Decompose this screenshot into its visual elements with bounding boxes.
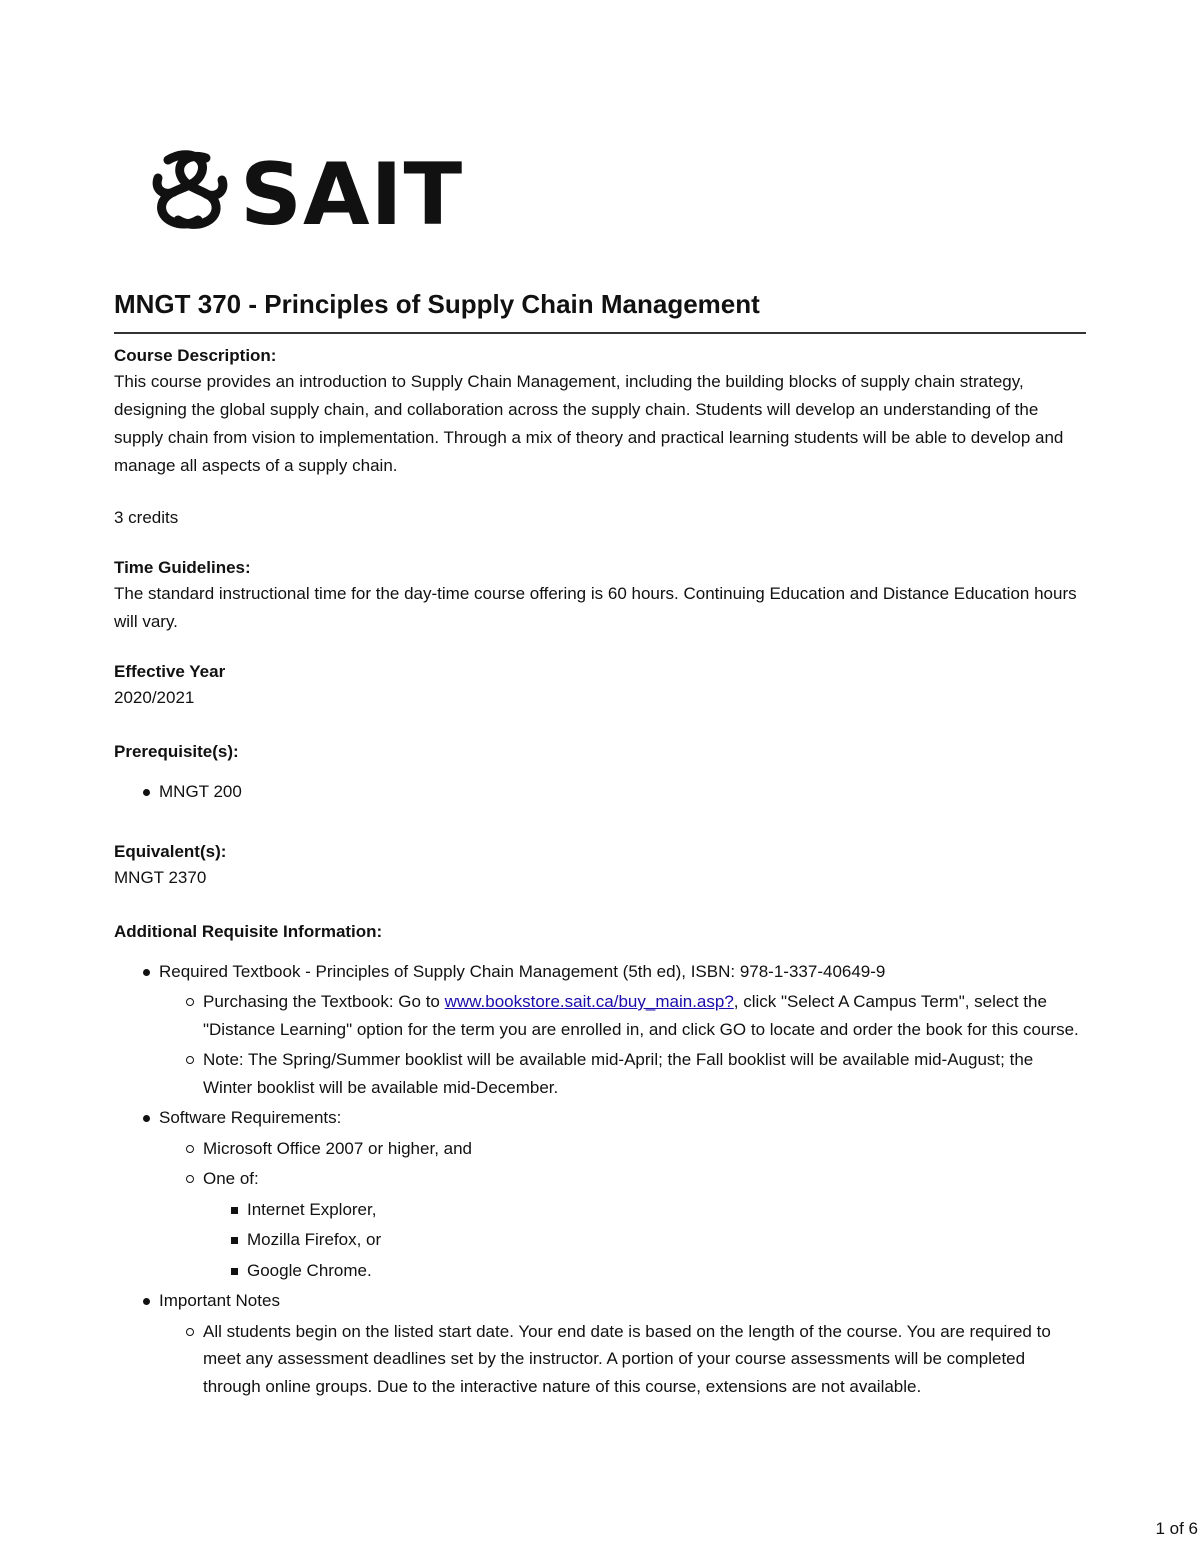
sait-knot-icon (148, 150, 232, 230)
important-text: Important Notes (159, 1291, 280, 1310)
list-item-note: Note: The Spring/Summer booklist will be available mid-April; the Fall booklist will be available mid-August; the Winter booklist will be available mid-December. (203, 1046, 1086, 1101)
list-item-browser: Google Chrome. (247, 1257, 1086, 1285)
time-label: Time Guidelines: (114, 558, 251, 577)
year-value: 2020/2021 (114, 688, 195, 707)
additional-list (114, 958, 1086, 1401)
list-item-important-detail: All students begin on the listed start date. Your end date is based on the length of the course. You are required to meet any assessment deadlines set by the instructor. A portion of your course assessments will be completed through online groups. Due to the interactive nature of this course, extensions are not available. (203, 1318, 1086, 1401)
software-sublist (159, 1135, 1086, 1285)
description-text: This course provides an introduction to Supply Chain Management, including the building blocks of supply chain strategy, designing the global supply chain, and collaboration across the supply chain. Students will develop an understanding of the supply chain from vision to implementation. Through a mix of theory and practical learning students will be able to develop and manage all aspects of a supply chain. (114, 372, 1064, 475)
list-item-important (159, 1287, 1086, 1400)
sait-logo (148, 145, 464, 245)
prereq-label: Prerequisite(s): (114, 742, 239, 761)
list-item-one-of (203, 1165, 1086, 1284)
description-label: Course Description: (114, 346, 277, 365)
purchase-before: Purchasing the Textbook: Go to (203, 992, 445, 1011)
important-sublist (159, 1318, 1086, 1401)
section-equivalents (114, 840, 1086, 892)
one-of-text: One of: (203, 1169, 259, 1188)
browser-list (203, 1196, 1086, 1285)
logo-wordmark: SAIT (240, 145, 464, 245)
credits-value: 3 credits (114, 508, 179, 527)
software-text: Software Requirements: (159, 1108, 342, 1127)
section-prerequisites (114, 740, 1086, 806)
list-item-purchase (203, 988, 1086, 1043)
equiv-value: MNGT 2370 (114, 867, 207, 887)
list-item-browser: Mozilla Firefox, or (247, 1226, 1086, 1254)
section-description (114, 344, 1086, 532)
list-item: MNGT 200 (159, 778, 1086, 806)
section-time-guidelines (114, 556, 1086, 636)
year-label: Effective Year (114, 662, 226, 681)
prereq-list (114, 778, 1086, 806)
time-text: The standard instructional time for the day-time course offering is 60 hours. Continuing Education and Distance Education hours will vary. (114, 584, 1077, 631)
textbook-sublist (159, 988, 1086, 1101)
list-item-office: Microsoft Office 2007 or higher, and (203, 1135, 1086, 1163)
list-item-textbook (159, 958, 1086, 1102)
course-outline (114, 286, 1086, 1400)
purchase-after: , click "Select A Campus Term", select the "Distance Learning" option for the term you are enrolled in, and click GO to locate and order the book for this course. (203, 992, 1079, 1039)
list-item-software (159, 1104, 1086, 1284)
section-additional-info (114, 920, 1086, 1401)
section-effective-year (114, 660, 1086, 712)
page-number: 1 of 6 (1155, 1519, 1198, 1538)
additional-label: Additional Requisite Information: (114, 921, 383, 941)
bookstore-link[interactable]: www.bookstore.sait.ca/buy_main.asp? (444, 992, 734, 1011)
page-title: MNGT 370 - Principles of Supply Chain Management (114, 286, 1086, 334)
equiv-label: Equivalent(s): (114, 841, 227, 861)
textbook-text: Required Textbook - Principles of Supply Chain Management (5th ed), ISBN: 978-1-337-40649-9 (159, 961, 886, 981)
list-item-browser: Internet Explorer, (247, 1196, 1086, 1224)
